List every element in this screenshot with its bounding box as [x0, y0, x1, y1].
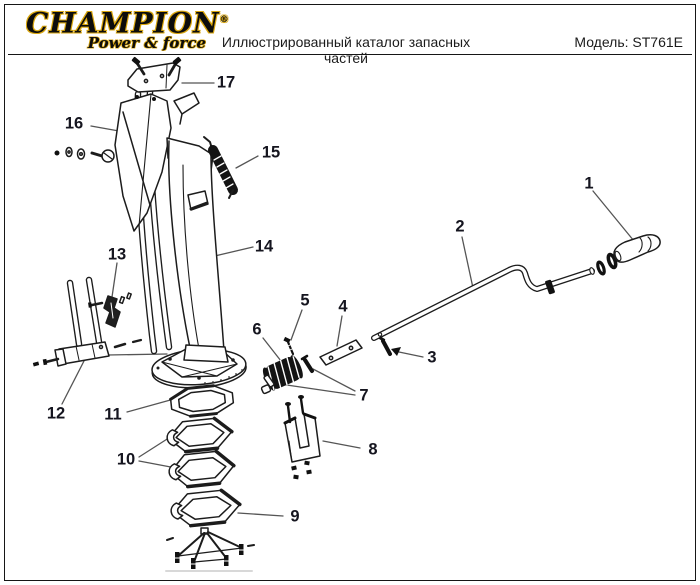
part-label-4: 4 — [338, 297, 348, 316]
part-label-3: 3 — [427, 348, 437, 367]
part-5-screw — [283, 337, 294, 354]
part-label-15: 15 — [261, 143, 281, 162]
part-label-12: 12 — [46, 404, 66, 423]
part-8-u-bracket — [285, 395, 320, 479]
part-label-17: 17 — [216, 73, 236, 92]
part-label-1: 1 — [584, 174, 594, 193]
column-base-plate — [151, 345, 247, 391]
registered-mark: ® — [219, 15, 230, 25]
part-14-main-column — [167, 138, 224, 351]
part-label-13: 13 — [107, 245, 127, 264]
part-4-link-bar — [320, 340, 362, 365]
part-10-rings — [166, 417, 236, 489]
part-11-ring — [170, 384, 235, 418]
part-label-5: 5 — [300, 291, 310, 310]
part-label-7: 7 — [359, 386, 369, 405]
brand-name: CHAMPION® — [26, 6, 230, 40]
part-label-8: 8 — [368, 440, 378, 459]
part-label-6: 6 — [252, 320, 262, 339]
part-3-pin — [379, 336, 390, 354]
part-label-11: 11 — [104, 405, 122, 424]
part-label-14: 14 — [254, 237, 274, 256]
model-label: Модель: ST761E — [574, 34, 683, 50]
part-label-9: 9 — [290, 507, 300, 526]
panel-fasteners — [55, 148, 115, 163]
part-label-16: 16 — [64, 114, 84, 133]
part-2-crank-rod — [374, 267, 595, 338]
part-1-grip — [614, 235, 660, 262]
tine-stand — [166, 528, 254, 571]
lever-knob — [174, 93, 199, 114]
bracket-nuts — [291, 461, 312, 480]
page-title: Иллюстрированный каталог запасных частей — [221, 34, 471, 66]
part-12-rod-bracket — [33, 280, 141, 366]
brand-tagline: Power & force — [87, 34, 206, 53]
part-label-2: 2 — [455, 217, 465, 236]
part-label-10: 10 — [116, 450, 136, 469]
part-9-ring — [170, 489, 242, 528]
